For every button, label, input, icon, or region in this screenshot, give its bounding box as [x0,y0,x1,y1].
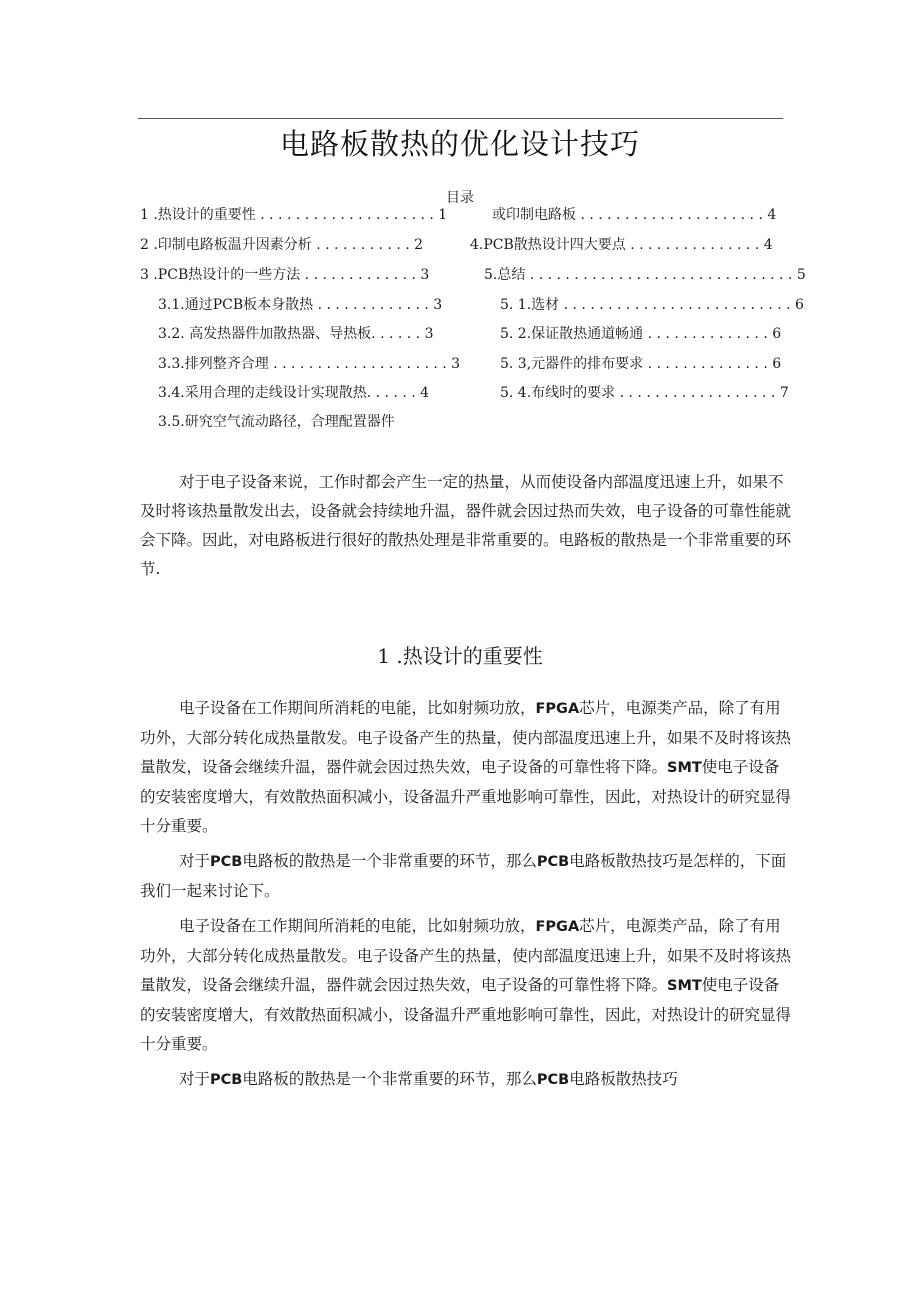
paragraph-4: 对于PCB电路板的散热是一个非常重要的环节，那么PCB电路板散热技巧 [179,1070,678,1088]
header-rule [138,118,783,119]
toc-entry-3-2[interactable]: 3.2. 高发热器件加散热器、导热板. . . . . . 3 [158,326,434,342]
toc-entry-3-4[interactable]: 3.4.采用合理的走线设计实现散热. . . . . . 4 [158,385,430,401]
toc-entry-4[interactable]: 4.PCB散热设计四大要点 . . . . . . . . . . . . . . . 4 [470,237,773,253]
paragraph-2: 对于PCB电路板的散热是一个非常重要的环节，那么PCB电路板散热技巧是怎样的，下面我们一起来讨论下。 [140,852,787,900]
toc-entry-5-2[interactable]: 5. 2.保证散热通道畅通 . . . . . . . . . . . . . . 6 [500,326,782,342]
toc-entry-3-3[interactable]: 3.3.排列整齐合理 . . . . . . . . . . . . . . . . . . . . 3 [158,356,461,372]
paragraph-3: 电子设备在工作期间所消耗的电能，比如射频功放，FPGA芯片，电源类产品，除了有用功外，大部分转化成热量散发。电子设备产生的热量，使内部温度迅速上升，如果不及时将该热量散发，设备会继续升温，器件就会因过热失效，电子设备的可靠性将下降。SMT使电子设备的安装密度增大，有效散热面积减小，设备温升严重地影响可靠性，因此，对热设计的研究显得十分重要。 [140,917,792,1053]
body-paragraphs [140,694,792,1095]
toc-entry-2[interactable]: 2 .印制电路板温升因素分析 . . . . . . . . . . . 2 [140,237,424,253]
toc-entry-3[interactable]: 3 .PCB热设计的一些方法 . . . . . . . . . . . . . 3 [140,267,430,283]
paragraph-1: 电子设备在工作期间所消耗的电能，比如射频功放，FPGA芯片，电源类产品，除了有用功外，大部分转化成热量散发。电子设备产生的热量，使内部温度迅速上升，如果不及时将该热量散发，设备会继续升温，器件就会因过热失效，电子设备的可靠性将下降。SMT使电子设备的安装密度增大，有效散热面积减小，设备温升严重地影响可靠性，因此，对热设计的研究显得十分重要。 [140,699,792,835]
toc-entry-3-1[interactable]: 3.1.通过PCB板本身散热 . . . . . . . . . . . . . 3 [158,297,443,313]
toc-entry-3-5[interactable]: 3.5.研究空气流动路径，合理配置器件 [158,414,395,430]
section-1-heading [0,640,920,669]
toc-heading: 目录 [446,190,474,206]
toc-entry-3-5-cont[interactable]: 或印制电路板 . . . . . . . . . . . . . . . . . . . . . 4 [492,207,777,223]
intro-paragraph: 对于电子设备来说，工作时都会产生一定的热量，从而使设备内部温度迅速上升，如果不及时将该热量散发出去，设备就会持续地升温，器件就会因过热而失效，电子设备的可靠性能就会下降。因此，对电路板进行很好的散热处理是非常重要的。电路板的散热是一个非常重要的环节. [140,473,792,578]
toc-entry-1[interactable]: 1 .热设计的重要性 . . . . . . . . . . . . . . . . . . . . 1 [140,207,448,223]
document-title: 电路板散热的优化设计技巧 [279,127,640,161]
section-1-number: 1 . [377,644,403,668]
section-1-title: 热设计的重要性 [402,644,543,668]
toc-entry-5[interactable]: 5.总结 . . . . . . . . . . . . . . . . . . . . . . . . . . . . . . 5 [484,267,806,283]
toc-entry-5-4[interactable]: 5. 4.布线时的要求 . . . . . . . . . . . . . . . . . . 7 [500,385,789,401]
toc-entry-5-3[interactable]: 5. 3,元器件的排布要求 . . . . . . . . . . . . . . 6 [500,356,782,372]
toc-entry-5-1[interactable]: 5. 1.选材 . . . . . . . . . . . . . . . . . . . . . . . . . . 6 [500,297,804,313]
